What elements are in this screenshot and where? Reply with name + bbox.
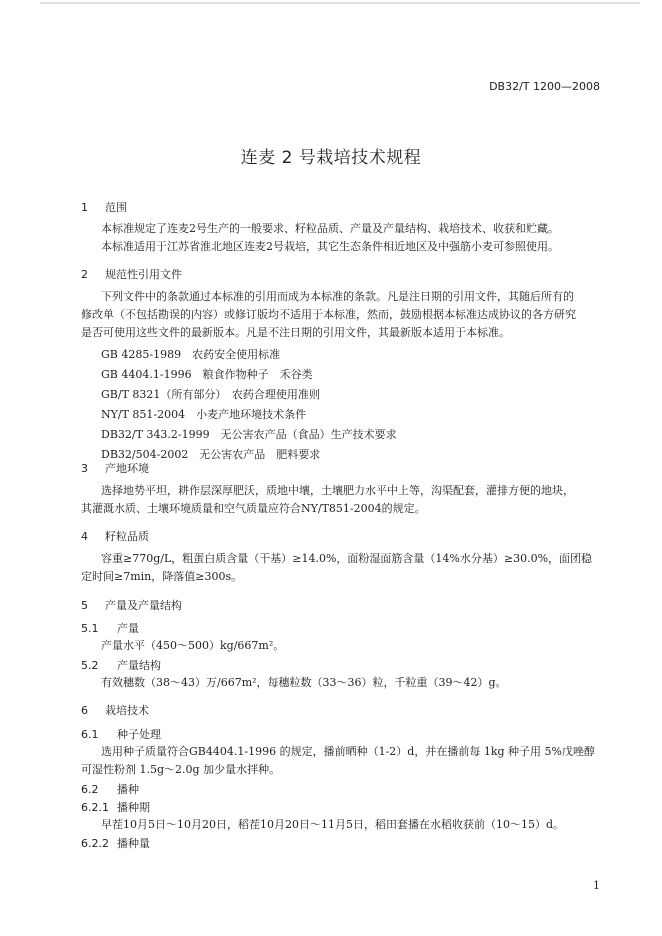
paragraph-line: 下列文件中的条款通过本标准的引用而成为本标准的条款。凡是注日期的引用文件，其随后所有的 (101, 290, 574, 303)
paragraph-line: 本标准规定了连麦2号生产的一般要求、籽粒品质、产量及产量结构、栽培技术、收获和贮藏。 (101, 222, 559, 235)
reference-item: DB32/T 343.2-1999 无公害农产品（食品）生产技术要求 (101, 428, 397, 441)
section-title: 产量结构 (117, 659, 161, 672)
section-5-heading (81, 597, 182, 613)
section-title: 籽粒品质 (105, 530, 149, 543)
document-title: 连麦 2 号栽培技术规程 (240, 148, 422, 168)
section-title: 栽培技术 (105, 704, 149, 717)
section-title: 产量及产量结构 (105, 599, 182, 612)
section-number: 3 (81, 462, 88, 475)
section-number: 5.1 (81, 622, 99, 635)
subsection-6-1-heading (81, 726, 161, 742)
section-number: 2 (81, 268, 88, 281)
section-number: 6.2.2 (81, 837, 109, 850)
subsection-5-1-heading (81, 620, 139, 636)
paragraph-line: 其灌溉水质、土壤环境质量和空气质量应符合NY/T851-2004的规定。 (81, 502, 426, 515)
reference-item: NY/T 851-2004 小麦产地环境技术条件 (101, 408, 307, 421)
section-number: 5 (81, 599, 88, 612)
section-number: 4 (81, 530, 88, 543)
reference-item: DB32/504-2002 无公害农产品 肥料要求 (101, 448, 321, 461)
section-1-heading (81, 199, 127, 215)
paragraph-line: 修改单（不包括勘误的内容）或修订版均不适用于本标准，然而，鼓励根据本标准达成协议的各方研究 (81, 308, 576, 321)
section-number: 1 (81, 201, 88, 214)
paragraph-line: 是否可使用这些文件的最新版本。凡是不注日期的引用文件，其最新版本适用于本标准。 (81, 326, 510, 339)
paragraph-line: 有效穗数（38～43）万/667m²，每穗粒数（33～36）粒，千粒重（39～42）g。 (101, 676, 507, 689)
section-title: 规范性引用文件 (105, 268, 182, 281)
paragraph-line: 可湿性粉剂 1.5g～2.0g 加少量水拌种。 (81, 763, 281, 776)
section-title: 播种量 (117, 837, 150, 850)
paragraph-line: 早茬10月5日～10月20日，稻茬10月20日～11月5日，稻田套播在水稻收获前（10～15）d。 (101, 818, 565, 831)
paragraph-line: 选用种子质量符合GB4404.1-1996 的规定，播前晒种（1-2）d，并在播前每 1kg 种子用 5%戊唑醇 (101, 745, 595, 758)
paragraph-line: 定时间≥7min，降落值≥300s。 (81, 570, 243, 583)
section-number: 6.1 (81, 728, 99, 741)
section-2-heading (81, 266, 182, 282)
section-title: 产量 (117, 622, 139, 635)
section-number: 5.2 (81, 659, 99, 672)
paragraph-line: 本标准适用于江苏省淮北地区连麦2号栽培，其它生态条件相近地区及中强筋小麦可参照使用。 (101, 240, 559, 253)
subsection-5-2-heading (81, 657, 161, 673)
subsection-6-2-2-heading (81, 835, 150, 851)
section-number: 6.2.1 (81, 801, 109, 814)
section-title: 种子处理 (117, 728, 161, 741)
subsection-6-2-1-heading (81, 799, 150, 815)
section-title: 播种 (117, 783, 139, 796)
standard-number: DB32/T 1200—2008 (489, 80, 600, 93)
scan-top-edge (40, 2, 640, 4)
section-title: 范围 (105, 201, 127, 214)
section-4-heading (81, 528, 149, 544)
subsection-6-2-heading (81, 781, 139, 797)
reference-item: GB/T 8321（所有部分） 农药合理使用准则 (101, 388, 320, 401)
section-title: 产地环境 (105, 462, 149, 475)
paragraph-line: 产量水平（450～500）kg/667m²。 (101, 639, 285, 652)
section-number: 6 (81, 704, 88, 717)
reference-item: GB 4404.1-1996 粮食作物种子 禾谷类 (101, 368, 313, 381)
reference-item: GB 4285-1989 农药安全使用标准 (101, 348, 281, 361)
section-number: 6.2 (81, 783, 99, 796)
section-6-heading (81, 702, 149, 718)
section-title: 播种期 (117, 801, 150, 814)
section-3-heading (81, 460, 149, 476)
page-number: 1 (593, 879, 600, 892)
paragraph-line: 容重≥770g/L，粗蛋白质含量（干基）≥14.0%，面粉湿面筋含量（14%水分基）≥30.0%，面团稳 (101, 552, 593, 565)
paragraph-line: 选择地势平坦，耕作层深厚肥沃，质地中壤，土壤肥力水平中上等，沟渠配套，灌排方便的地块， (101, 484, 574, 497)
